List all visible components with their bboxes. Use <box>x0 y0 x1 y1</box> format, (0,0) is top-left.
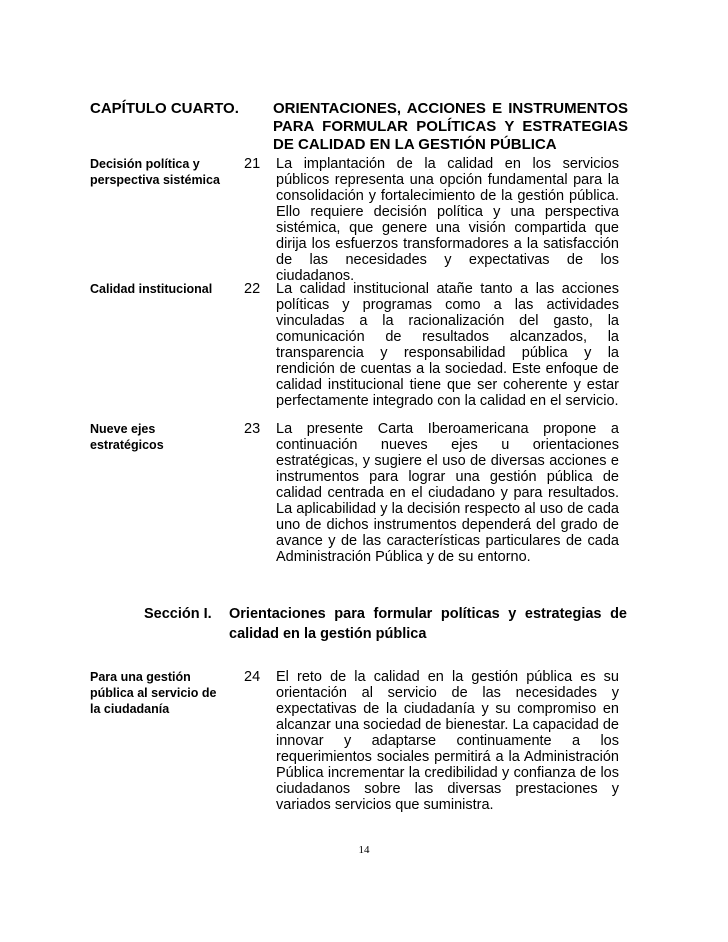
paragraph-text: La presente Carta Iberoamericana propone a continuación nueves ejes u orientaciones estratégicas, y sugiere el uso de diversas acciones e instrumentos para lograr una gestión pública de calidad centrada en el ciudadano y para resultados. La aplicabilidad y la decisión respecto al uso de cada uno de dichos instrumentos dependerá del grado de avance y de las características particulares de cada Administración Pública y de su entorno. <box>276 421 619 565</box>
paragraph-text: La calidad institucional atañe tanto a las acciones políticas y programas como a las actividades vinculadas a la racionalización del gasto, la comunicación de resultados alcanzados, la transparencia y responsabilidad pública y la rendición de cuentas a la sociedad. Este enfoque de calidad institucional tiene que ser coherente y estar perfectamente integrado con la calidad en el servicio. <box>276 281 619 409</box>
paragraph-text: La implantación de la calidad en los servicios públicos representa una opción fundamental para la consolidación y fortalecimiento de la gestión pública. Ello requiere decisión política y una perspectiva sistémica, que genere una visión compartida que dirija los esfuerzos transformadores a la satisfacción de las necesidades y expectativas de los ciudadanos. <box>276 156 619 284</box>
chapter-title: ORIENTACIONES, ACCIONES E INSTRUMENTOS PARA FORMULAR POLÍTICAS Y ESTRATEGIAS DE CALIDAD EN LA GESTIÓN PÚBLICA <box>273 100 628 153</box>
chapter-label: CAPÍTULO CUARTO. <box>90 100 239 117</box>
side-label-decision-politica: Decisión política y perspectiva sistémica <box>90 157 220 187</box>
side-label-gestion-publica: Para una gestión pública al servicio de la ciudadanía <box>90 670 217 716</box>
paragraph-number: 22 <box>244 281 261 297</box>
paragraph-number: 21 <box>244 156 261 172</box>
section-label: Sección I. <box>144 606 212 622</box>
paragraph-number: 24 <box>244 669 261 685</box>
page-number: 14 <box>358 844 370 856</box>
side-label-calidad-institucional: Calidad institucional <box>90 282 213 296</box>
side-label-nueve-ejes: Nueve ejes estratégicos <box>90 422 164 452</box>
paragraph-number: 23 <box>244 421 261 437</box>
section-title: Orientaciones para formular políticas y estrategias de calidad en la gestión pública <box>229 606 627 642</box>
paragraph-text: El reto de la calidad en la gestión pública es su orientación al servicio de las necesidades y expectativas de la ciudadanía y su compromiso en alcanzar una sociedad de bienestar. La capacidad de innovar y adaptarse continuamente a los requerimientos sociales permitirá a la Administración Pública incrementar la credibilidad y confianza de los ciudadanos sobre las diversas prestaciones y variados servicios que suministra. <box>276 669 619 813</box>
